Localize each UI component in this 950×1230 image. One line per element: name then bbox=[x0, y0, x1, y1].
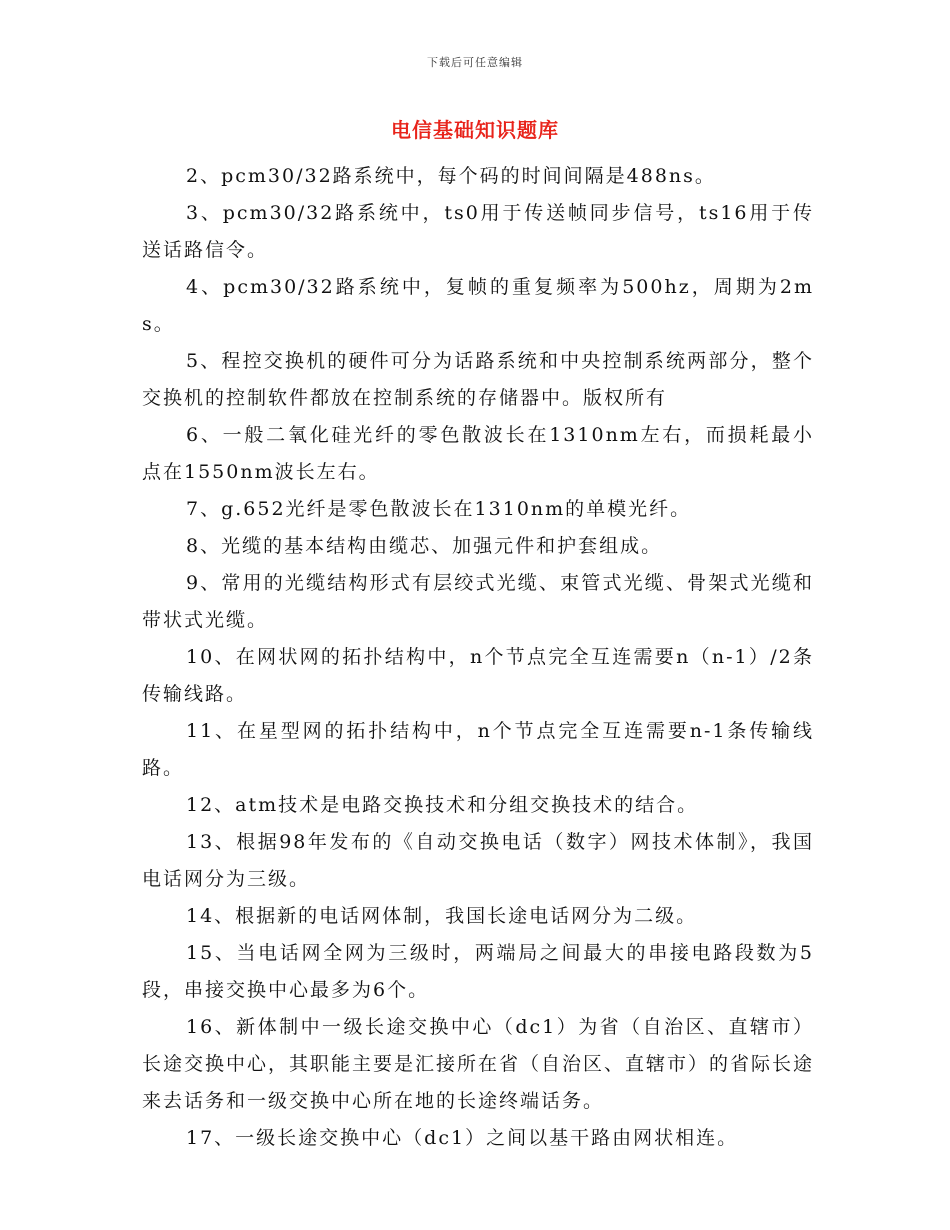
paragraph: 10、在网状网的拓扑结构中，n个节点完全互连需要n（n-1）/2条传输线路。 bbox=[142, 646, 814, 705]
paragraph: 6、一般二氧化硅光纤的零色散波长在1310nm左右，而损耗最小点在1550nm波长左右。 bbox=[142, 424, 814, 483]
paragraph: 17、一级长途交换中心（dc1）之间以基干路由网状相连。 bbox=[186, 1127, 739, 1149]
paragraph: 2、pcm30/32路系统中，每个码的时间间隔是488ns。 bbox=[186, 165, 716, 187]
paragraph: 9、常用的光缆结构形式有层绞式光缆、束管式光缆、骨架式光缆和带状式光缆。 bbox=[142, 572, 814, 631]
paragraph: 12、atm技术是电路交换技术和分组交换技术的结合。 bbox=[186, 794, 699, 816]
paragraph: 5、程控交换机的硬件可分为话路系统和中央控制系统两部分，整个交换机的控制软件都放在控制系统的存储器中。版权所有 bbox=[142, 350, 814, 409]
header-note: 下载后可任意编辑 bbox=[427, 56, 523, 69]
paragraph: 15、当电话网全网为三级时，两端局之间最大的串接电路段数为5段，串接交换中心最多为6个。 bbox=[142, 942, 814, 1001]
paragraph: 16、新体制中一级长途交换中心（dc1）为省（自治区、直辖市）长途交换中心，其职能主要是汇接所在省（自治区、直辖市）的省际长途来去话务和一级交换中心所在地的长途终端话务。 bbox=[142, 1016, 815, 1112]
paragraph: 7、g.652光纤是零色散波长在1310nm的单模光纤。 bbox=[186, 498, 692, 520]
paragraph: 4、pcm30/32路系统中，复帧的重复频率为500hz，周期为2ms。 bbox=[142, 276, 814, 335]
paragraph: 14、根据新的电话网体制，我国长途电话网分为二级。 bbox=[186, 905, 698, 927]
paragraph: 13、根据98年发布的《自动交换电话（数字）网技术体制》，我国电话网分为三级。 bbox=[142, 831, 814, 890]
paragraph: 3、pcm30/32路系统中，ts0用于传送帧同步信号，ts16用于传送话路信令。 bbox=[142, 202, 814, 261]
paragraph: 8、光缆的基本结构由缆芯、加强元件和护套组成。 bbox=[186, 535, 663, 557]
paragraph: 11、在星型网的拓扑结构中，n个节点完全互连需要n-1条传输线路。 bbox=[142, 720, 814, 779]
document-body bbox=[142, 158, 814, 1157]
document-title: 电信基础知识题库 bbox=[391, 118, 559, 142]
